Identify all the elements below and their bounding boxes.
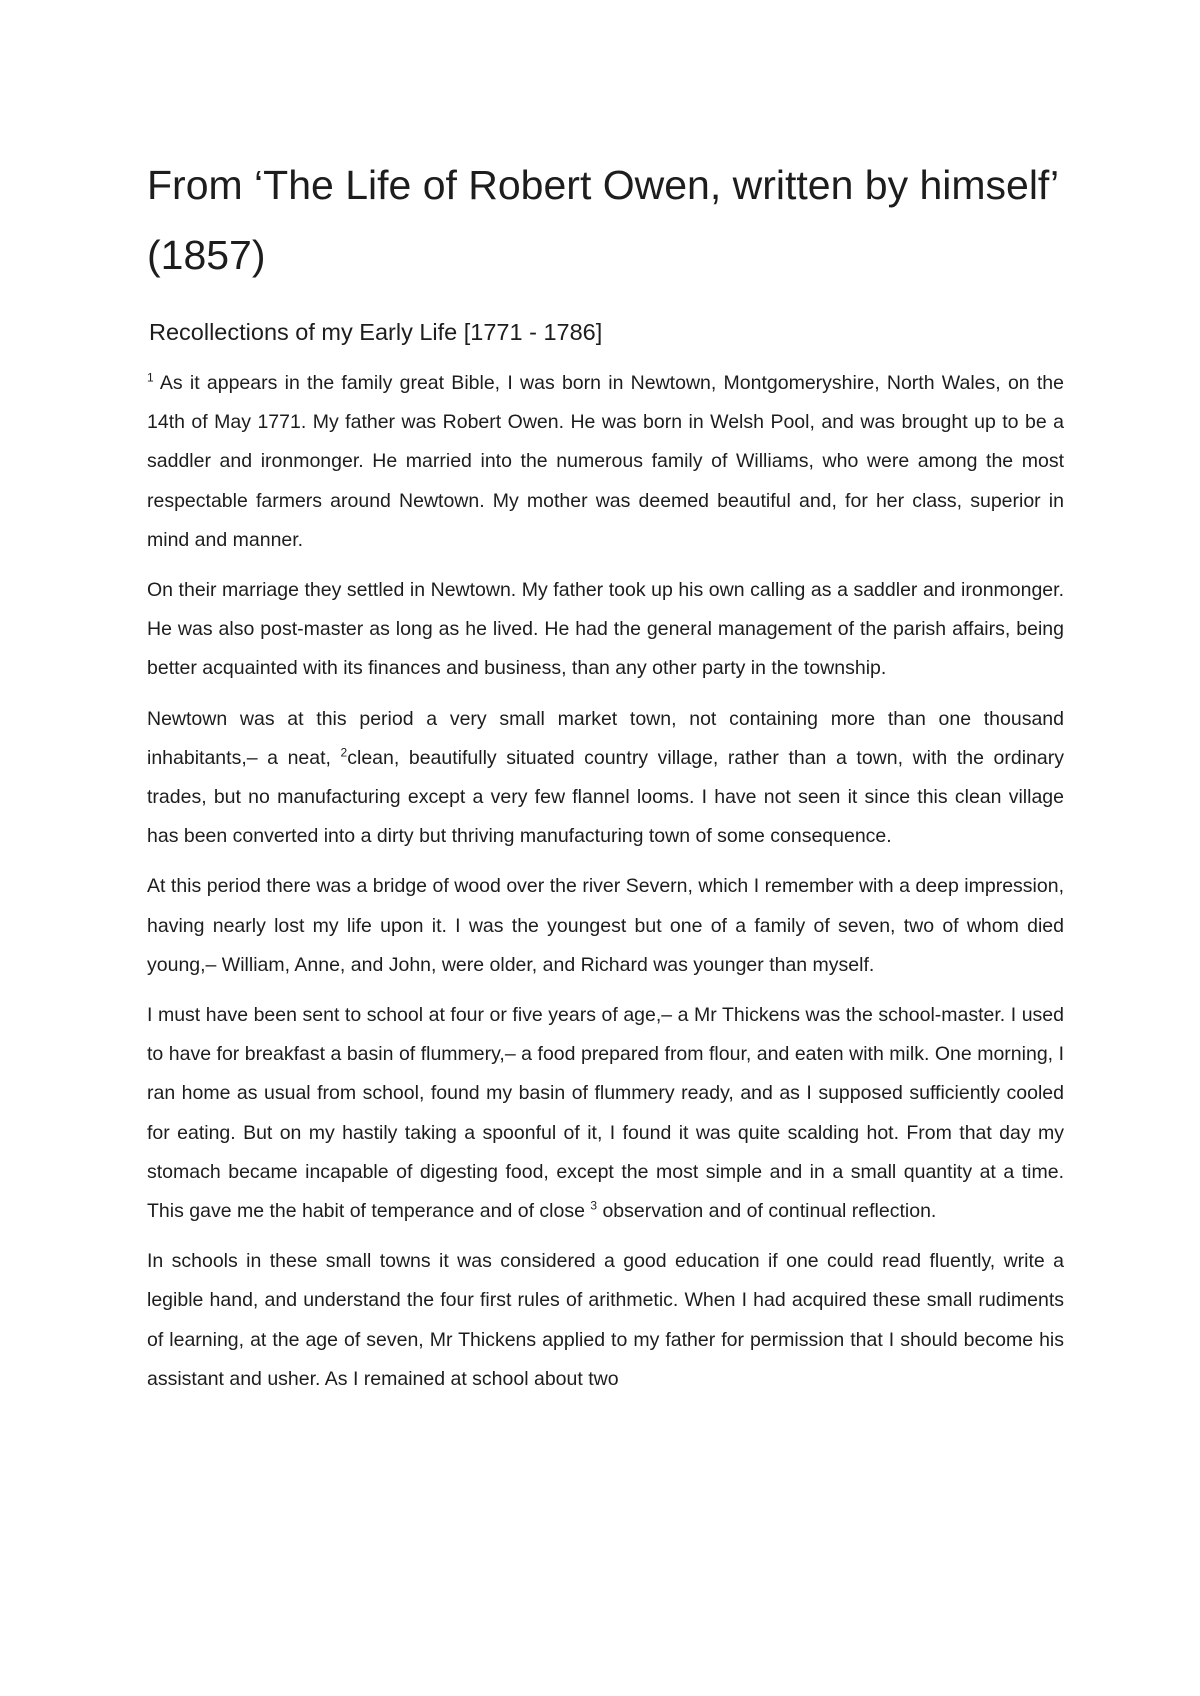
paragraph-4 <box>147 867 1064 985</box>
footnote-marker-2[interactable]: 2 <box>340 745 348 760</box>
document-title: From ‘The Life of Robert Owen, written by himself’ (1857) <box>147 162 1058 278</box>
paragraph-text: In schools in these small towns it was considered a good education if one could read fluently, write a legible hand, and understand the four first rules of arithmetic. When I had acquired these small rudiments of learning, at the age of seven, Mr Thickens applied to my father for permission that I should become his assistant and usher. As I remained at school about two <box>147 1250 1064 1390</box>
paragraph-text: Newtown was at this period a very small market town, not containing more than one thousand inhabitants,– a neat, <box>147 707 1064 769</box>
paragraph-5 <box>147 996 1064 1231</box>
paragraph-text: As it appears in the family great Bible, I was born in Newtown, Montgomeryshire, North Wales, on the 14th of May 1771. My father was Robert Owen. He was born in Welsh Pool, and was brought up to be a saddler and ironmonger. He married into the numerous family of Williams, who were among the most respectable farmers around Newtown. My mother was deemed beautiful and, for her class, superior in mind and manner. <box>147 372 1064 551</box>
document-page <box>147 150 1064 1410</box>
document-subtitle: Recollections of my Early Life [1771 - 1786] <box>149 319 603 345</box>
paragraph-1 <box>147 364 1064 560</box>
paragraph-text: At this period there was a bridge of wood over the river Severn, which I remember with a deep impression, having nearly lost my life upon it. I was the youngest but one of a family of seven, two of whom died young,– William, Anne, and John, were older, and Richard was younger than myself. <box>147 875 1064 976</box>
paragraph-text: I must have been sent to school at four or five years of age,– a Mr Thickens was the school-master. I used to have for breakfast a basin of flummery,– a food prepared from flour, and eaten with milk. One morning, I ran home as usual from school, found my basin of flummery ready, and as I supposed sufficiently cooled for eating. But on my hastily taking a spoonful of it, I found it was quite scalding hot. From that day my stomach became incapable of digesting food, except the most simple and in a small quantity at a time. This gave me the habit of temperance and of close <box>147 1004 1064 1223</box>
paragraph-text: observation and of continual reflection. <box>597 1200 937 1223</box>
paragraph-3 <box>147 700 1064 857</box>
paragraph-2 <box>147 571 1064 689</box>
paragraph-6 <box>147 1242 1064 1399</box>
paragraph-text: clean, beautifully situated country village, rather than a town, with the ordinary trades, but no manufacturing except a very few flannel looms. I have not seen it since this clean village has been converted into a dirty but thriving manufacturing town of some consequence. <box>147 746 1064 848</box>
footnote-marker-3[interactable]: 3 <box>590 1198 598 1213</box>
footnote-marker-1[interactable]: 1 <box>147 370 154 385</box>
paragraph-text: On their marriage they settled in Newtown. My father took up his own calling as a saddler and ironmonger. He was also post-master as long as he lived. He had the general management of the parish affairs, being better acquainted with its finances and business, than any other party in the township. <box>147 579 1064 680</box>
